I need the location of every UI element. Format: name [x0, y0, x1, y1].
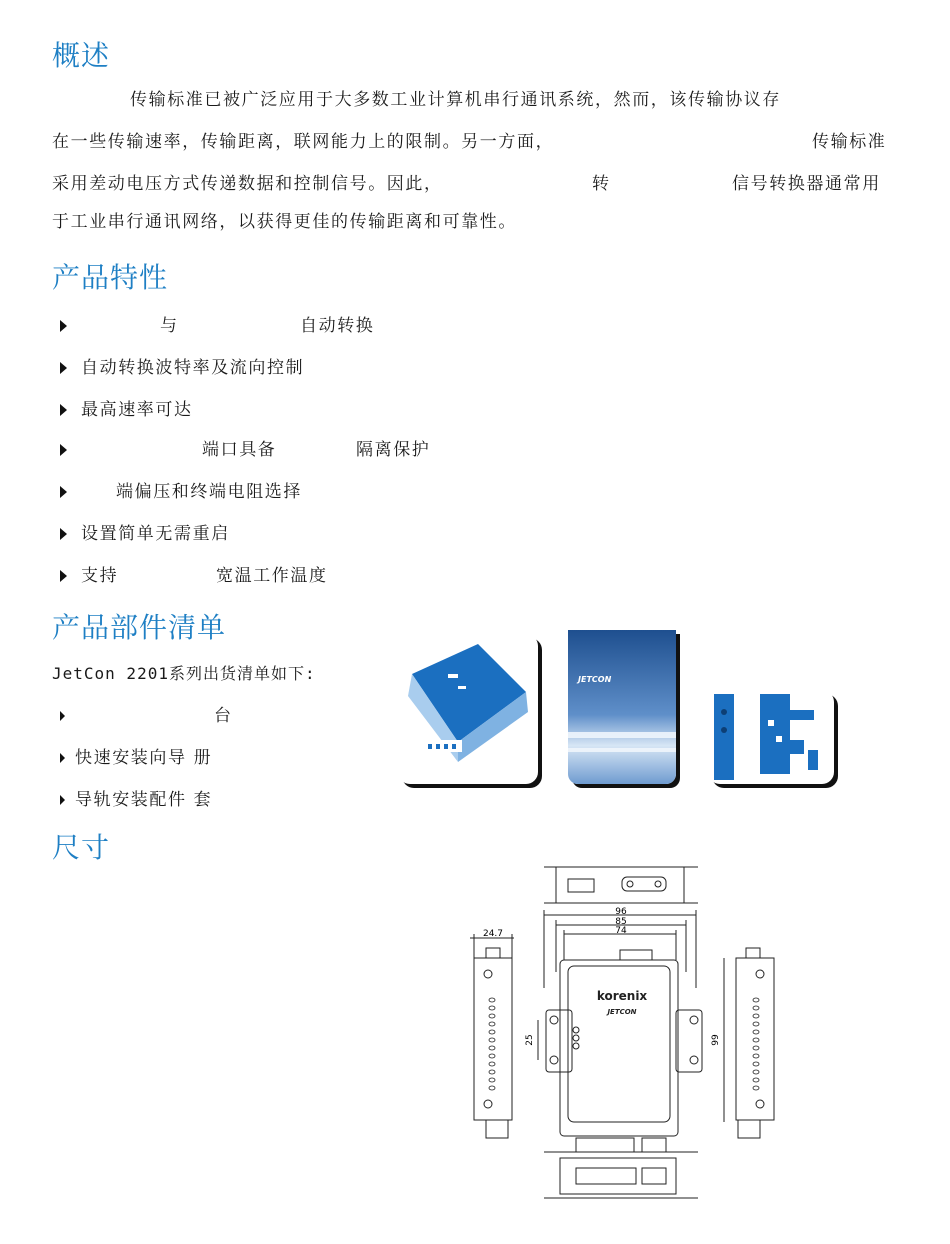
package-item: 导轨安装配件 套 — [60, 790, 212, 810]
overview-line-4: 于工业串行通讯网络，以获得更佳的传输距离和可靠性。 — [52, 212, 517, 232]
bullet-arrow-icon — [60, 753, 65, 763]
bullet-arrow-icon — [60, 711, 65, 721]
overview-line-1: 传输标准已被广泛应用于大多数工业计算机串行通讯系统，然而，该传输协议存 — [130, 90, 781, 110]
bullet-arrow-icon — [60, 570, 67, 582]
feature-item: 支持 宽温工作温度 — [60, 566, 560, 586]
feature-item: 自动转换波特率及流向控制 — [60, 358, 304, 378]
manual-logo: JETCON — [578, 675, 612, 684]
bullet-arrow-icon — [60, 795, 65, 805]
din-rail-kit-photo — [708, 690, 834, 784]
dim-mount-25: 25 — [525, 1034, 535, 1046]
dimensions-heading: 尺寸 — [52, 831, 111, 864]
dim-width-96: 96 — [615, 907, 627, 917]
brand-logo: korenix — [596, 989, 648, 1003]
bullet-arrow-icon — [60, 362, 67, 374]
feature-item: 端口具备 隔离保护 — [60, 440, 560, 460]
product-photo — [398, 634, 538, 784]
package-item: 快速安装向导 册 — [60, 748, 212, 768]
dim-height-99: 99 — [711, 1034, 721, 1046]
quick-guide-photo — [568, 630, 676, 784]
feature-item: 与 自动转换 — [60, 316, 560, 336]
bullet-arrow-icon — [60, 444, 67, 456]
feature-item: 设置简单无需重启 — [60, 524, 230, 544]
bullet-arrow-icon — [60, 486, 67, 498]
product-logo: JETCON — [607, 1008, 637, 1016]
package-intro: JetCon 2201系列出货清单如下: — [52, 664, 316, 683]
feature-item: 最高速率可达 — [60, 400, 193, 420]
bullet-arrow-icon — [60, 320, 67, 332]
overview-line-3: 采用差动电压方式传递数据和控制信号。因此， 转 信号转换器通常用 — [52, 174, 881, 194]
package-item: 台 — [60, 706, 360, 726]
bullet-arrow-icon — [60, 528, 67, 540]
package-heading: 产品部件清单 — [52, 611, 227, 644]
dimension-drawing — [460, 860, 790, 1210]
dim-depth-24-7: 24.7 — [482, 929, 504, 939]
feature-item: 端偏压和终端电阻选择 — [60, 482, 560, 502]
dim-width-85: 85 — [615, 917, 627, 927]
dim-width-74: 74 — [615, 926, 627, 936]
bullet-arrow-icon — [60, 404, 67, 416]
overview-line-2: 在一些传输速率，传输距离，联网能力上的限制。另一方面， 传输标准 — [52, 132, 887, 152]
features-heading: 产品特性 — [52, 261, 169, 294]
overview-heading: 概述 — [52, 39, 111, 72]
